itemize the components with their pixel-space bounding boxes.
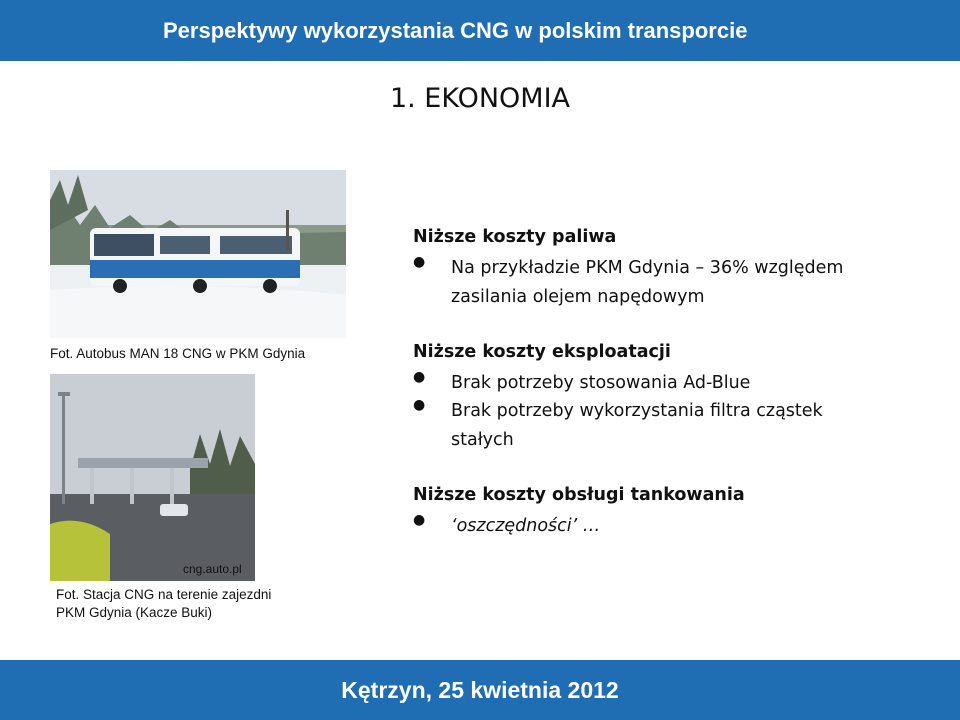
bullet-line: zasilania olejem napędowym — [451, 287, 705, 307]
slide-heading: 1. EKONOMIA — [389, 83, 571, 114]
station-caption-line-2: PKM Gdynia (Kacze Buki) — [56, 605, 213, 620]
bullet-dot-icon: ● — [413, 397, 426, 413]
bullet-line: Brak potrzeby stosowania Ad-Blue — [451, 373, 751, 393]
photo-credit: cng.auto.pl — [183, 562, 242, 576]
bullet-dot-icon: ● — [413, 512, 426, 528]
cng-station-photo — [50, 374, 255, 581]
section-heading-operation: Niższe koszty eksploatacji — [413, 342, 671, 362]
bullet-dot-icon: ● — [413, 254, 426, 270]
bullet-dot-icon: ● — [413, 369, 426, 385]
station-caption-line-1: Fot. Stacja CNG na terenie zajezdni — [56, 587, 272, 602]
bullet-line: ‘oszczędności’ … — [451, 516, 601, 536]
footer-date-location: Kętrzyn, 25 kwietnia 2012 — [341, 677, 619, 703]
bullet-line: Brak potrzeby wykorzystania filtra cząstek — [451, 401, 823, 421]
section-heading-refueling: Niższe koszty obsługi tankowania — [413, 485, 745, 505]
section-heading-fuel: Niższe koszty paliwa — [413, 227, 617, 247]
bus-photo — [50, 170, 346, 338]
bullet-line: stałych — [451, 430, 514, 450]
bullet-line: Na przykładzie PKM Gdynia – 36% względem — [451, 258, 844, 278]
station-photo-caption — [56, 586, 316, 622]
presentation-title: Perspektywy wykorzystania CNG w polskim transporcie — [163, 18, 748, 43]
bus-photo-caption: Fot. Autobus MAN 18 CNG w PKM Gdynia — [50, 346, 306, 361]
